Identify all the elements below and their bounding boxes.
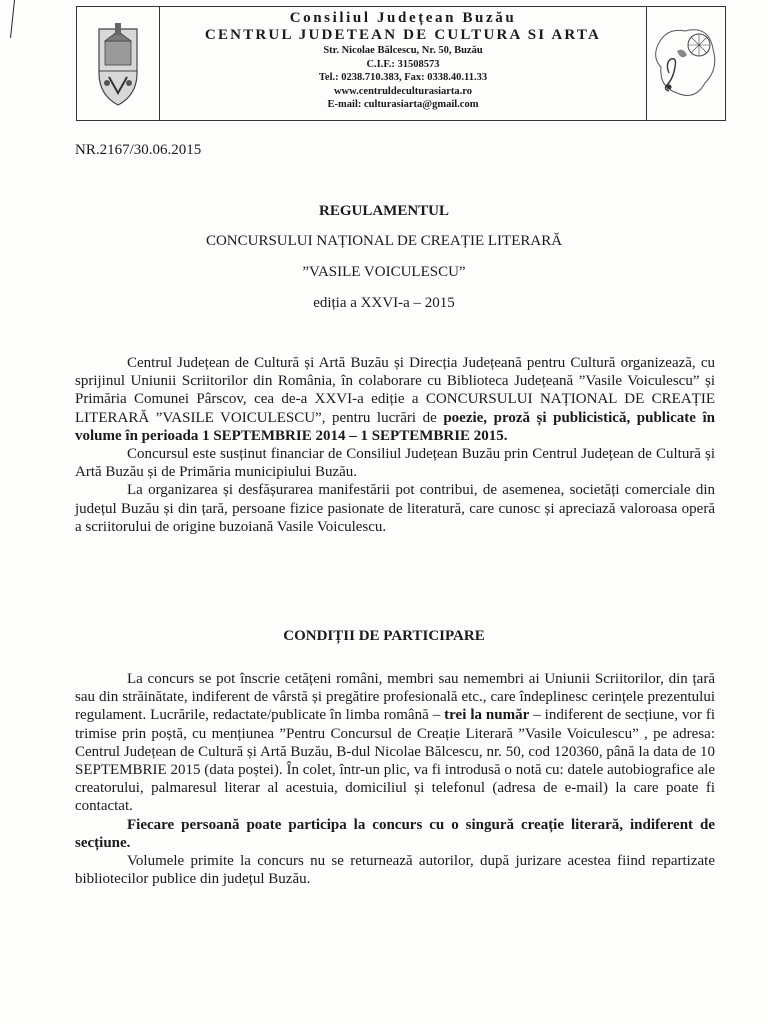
reference-number: NR.2167/30.06.2015	[75, 142, 202, 158]
letterhead-text	[159, 7, 647, 112]
conditions-paragraph-2	[75, 816, 715, 852]
contest-name: CONCURSULUI NAȚIONAL DE CREAȚIE LITERARĂ	[205, 233, 563, 249]
website: www.centruldeculturasiarta.ro	[333, 85, 473, 97]
conditions-p1-a: La concurs se pot înscrie cetățeni români, membri sau nemembri ai Uniunii Scriitorilor, din țară sau din străinătate, indiferent de vârstă și pregătire profesională etc., care îndeplinesc cerințele prezentului regulament. Lucrările, redactate/publicate în limba română –	[75, 671, 715, 724]
contest-subtitle: ”VASILE VOICULESCU”	[302, 264, 466, 280]
address: Str. Nicolae Bălcescu, Nr. 50, Buzău	[323, 45, 483, 56]
fiscal-code: C.I.F.: 31508573	[366, 58, 440, 70]
phone-fax: Tel.: 0238.710.383, Fax: 0338.40.11.33	[318, 72, 488, 83]
intro-p1-bold: poezie, proză și publicistică, publicate în volume în perioada 1 SEPTEMBRIE 2014 – 1 SEPTEMBRIE 2015.	[75, 409, 715, 444]
intro-section	[75, 354, 715, 536]
intro-paragraph-1	[75, 354, 715, 445]
section-heading: CONDIȚII DE PARTICIPARE	[283, 628, 485, 644]
conditions-paragraph-3: Volumele primite la concurs nu se returnează autorilor, după jurizare acestea fiind repartizate bibliotecilor publice din județul Buzău.	[75, 853, 715, 888]
edition: ediția a XXVI-a – 2015	[313, 295, 455, 311]
intro-paragraph-3: La organizarea și desfășurarea manifestării pot contribui, de asemenea, societăți comerciale din județul Buzău și din țară, persoane fizice pasionate de literatură, care cunosc și apreciază valoroasa operă a scriitorului de origine buzoiană Vasile Voiculescu.	[75, 482, 715, 535]
email: E-mail: culturasiarta@gmail.com	[327, 99, 479, 110]
left-emblem-box	[77, 7, 160, 120]
conditions-p2-bold: Fiecare persoană poate participa la concurs cu o singură creație literară, indiferent de secțiune.	[75, 816, 715, 851]
coat-of-arms-icon	[77, 7, 159, 120]
institution-name: CENTRUL JUDETEAN DE CULTURA SI ARTA	[204, 27, 602, 43]
conditions-section	[75, 670, 715, 888]
intro-p1-text: Centrul Județean de Cultură și Artă Buzău și Direcția Județeană pentru Cultură organizează, cu sprijinul Uniunii Scriitorilor din România, în colaborare cu Biblioteca Județeană ”Vasile Voiculescu” și Primăria Comunei Pârscov, cea de-a XXVI-a ediție a CONCURSULUI NAȚIONAL DE CREAȚIE LITERARĂ ”VASILE VOICULESCU”, pentru lucrări de	[75, 355, 715, 426]
pen-mark	[10, 0, 21, 38]
council-name: Consiliul Județean Buzău	[289, 10, 517, 26]
regulation-title: REGULAMENTUL	[318, 203, 449, 219]
letterhead	[76, 6, 726, 121]
conditions-p1-c: – indiferent de secțiune, vor fi trimise prin poștă, cu mențiunea ”Pentru Concursul de Creație Literară ”Vasile Voiculescu” , pe adresa: Centrul Județean de Cultură și Artă Buzău, B-dul Nicolae Bălcescu, nr. 50, cod 120360, până la data de 10 SEPTEMBRIE 2015 (data poștei). În colet, într-un plic, va fi introdusă o notă cu: datele autobiografice ale creatorului, palmaresul literar al acestuia, domiciliul și telefonul (adresa de e-mail) la care poate fi contactat.	[75, 707, 716, 815]
culture-center-logo-icon	[647, 7, 725, 120]
intro-paragraph-2: Concursul este susținut financiar de Consiliul Județean Buzău prin Centrul Județean de Cultură și Artă Buzău și de Primăria municipiului Buzău.	[75, 446, 715, 481]
conditions-p1-bold: trei la număr	[444, 707, 530, 724]
right-emblem-box	[646, 7, 725, 120]
conditions-paragraph-1	[75, 670, 715, 816]
